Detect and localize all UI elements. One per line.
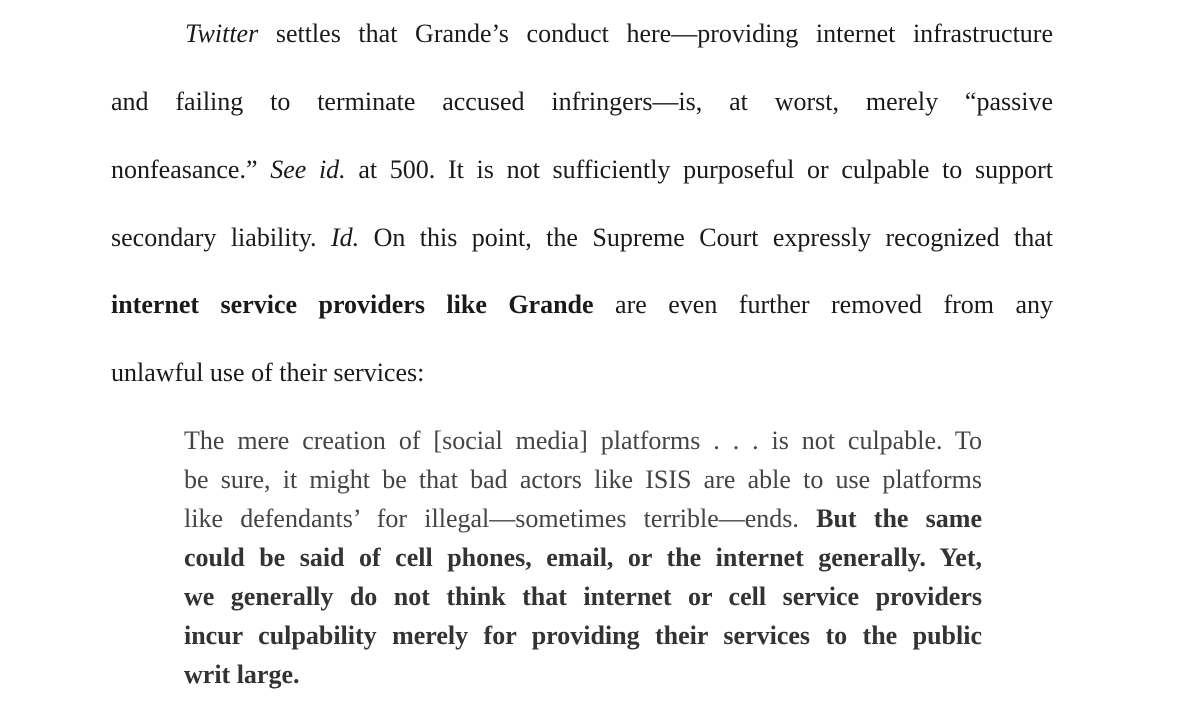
case-name-twitter: Twitter bbox=[185, 19, 259, 48]
quote-line-5: we generally do not think that internet or cell service providers bbox=[184, 582, 982, 611]
body-text: at 500. It is not sufficiently purposeful or culpable to support bbox=[345, 155, 1053, 184]
citation-see-id: See id. bbox=[270, 155, 346, 184]
body-line-6: unlawful use of their services: bbox=[111, 358, 425, 387]
body-line-5 bbox=[111, 289, 1053, 321]
quote-line-3 bbox=[184, 503, 982, 535]
body-line-1 bbox=[185, 18, 1053, 50]
quote-line-4: could be said of cell phones, email, or the internet generally. Yet, bbox=[184, 543, 982, 572]
body-text: On this point, the Supreme Court expressly recognized that bbox=[359, 223, 1053, 252]
quote-text: like defendants’ for illegal—sometimes terrible—ends. bbox=[184, 504, 817, 533]
quote-line-2: be sure, it might be that bad actors like ISIS are able to use platforms bbox=[184, 465, 982, 494]
quote-line-6: incur culpability merely for providing their services to the public bbox=[184, 621, 982, 650]
body-line-3 bbox=[111, 154, 1053, 186]
quote-line-1: The mere creation of [social media] platforms . . . is not culpable. To bbox=[184, 426, 982, 455]
quote-emphasis-bold: But the same bbox=[816, 504, 982, 533]
body-text: settles that Grande’s conduct here—providing internet infrastructure bbox=[258, 19, 1053, 48]
body-text: are even further removed from any bbox=[593, 290, 1053, 319]
body-text: nonfeasance.” bbox=[111, 155, 271, 184]
quote-line-7: writ large. bbox=[184, 660, 300, 689]
emphasis-bold: internet service providers like Grande bbox=[111, 290, 594, 319]
body-line-2: and failing to terminate accused infringers—is, at worst, merely “passive bbox=[111, 87, 1053, 116]
body-text: secondary liability. bbox=[111, 223, 331, 252]
citation-id: Id. bbox=[330, 223, 360, 252]
body-line-4 bbox=[111, 222, 1053, 254]
